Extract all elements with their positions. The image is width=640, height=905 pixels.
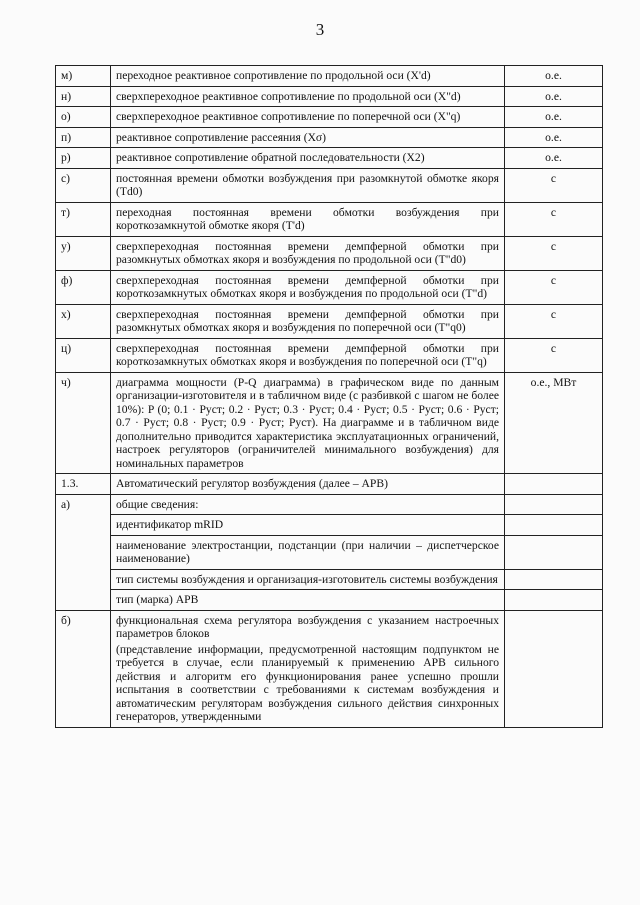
row-text: идентификатор mRID — [111, 515, 505, 536]
row-label: п) — [56, 127, 111, 148]
row-unit: о.е. — [505, 127, 603, 148]
row-unit: с — [505, 168, 603, 202]
row-unit: с — [505, 236, 603, 270]
table-row — [56, 304, 603, 338]
page-number: 3 — [315, 20, 325, 39]
row-text: постоянная времени обмотки возбуждения при разомкнутой обмотке якоря (Td0) — [111, 168, 505, 202]
row-text: сверхпереходная постоянная времени демпферной обмотки при короткозамкнутых обмотках якоря и возбуждения по поперечной оси (T"q) — [111, 338, 505, 372]
row-text: сверхпереходное реактивное сопротивление по продольной оси (X"d) — [111, 86, 505, 107]
row-unit: с — [505, 270, 603, 304]
row-label: ф) — [56, 270, 111, 304]
row-text: сверхпереходная постоянная времени демпферной обмотки при короткозамкнутых обмотках якоря и возбуждения по продольной оси (T"d) — [111, 270, 505, 304]
row-text: тип (марка) АРВ — [111, 590, 505, 611]
row-label: м) — [56, 66, 111, 87]
paragraph: (представление информации, предусмотренной настоящим подпунктом не требуется в случае, если планируемый к применению АРВ сильного действия и алгоритм его функционирования ранее успешно прошли испытания в соответствии с требованиями к системам возбуждения и автоматическим регуляторам возбуждения сильного действия синхронных генераторов, утвержденными — [116, 642, 499, 723]
table-row — [56, 107, 603, 128]
row-label: ч) — [56, 372, 111, 474]
row-text: наименование электростанции, подстанции (при наличии – диспетчерское наименование) — [111, 535, 505, 569]
table-row — [56, 372, 603, 474]
section-number: 1.3. — [56, 474, 111, 495]
row-label: т) — [56, 202, 111, 236]
table-row — [56, 590, 603, 611]
row-unit: с — [505, 338, 603, 372]
row-label: р) — [56, 148, 111, 169]
row-label: н) — [56, 86, 111, 107]
table-row — [56, 494, 603, 515]
empty-unit-cell — [505, 474, 603, 495]
row-text: реактивное сопротивление рассеяния (Xσ) — [111, 127, 505, 148]
paragraph: функциональная схема регулятора возбуждения с указанием настроечных параметров блоков — [116, 613, 499, 640]
table-row — [56, 338, 603, 372]
empty-unit-cell — [505, 590, 603, 611]
row-unit: о.е. — [505, 148, 603, 169]
table-row — [56, 569, 603, 590]
row-text: переходное реактивное сопротивление по продольной оси (X'd) — [111, 66, 505, 87]
empty-unit-cell — [505, 610, 603, 727]
table-row — [56, 535, 603, 569]
empty-unit-cell — [505, 494, 603, 515]
row-label: ц) — [56, 338, 111, 372]
row-unit: с — [505, 202, 603, 236]
row-label: у) — [56, 236, 111, 270]
empty-unit-cell — [505, 569, 603, 590]
row-text — [111, 610, 505, 727]
table-row — [56, 515, 603, 536]
empty-unit-cell — [505, 515, 603, 536]
row-label: о) — [56, 107, 111, 128]
row-text: реактивное сопротивление обратной последовательности (X2) — [111, 148, 505, 169]
parameters-table — [55, 65, 603, 728]
section-title: Автоматический регулятор возбуждения (далее – АРВ) — [111, 474, 505, 495]
table-row — [56, 127, 603, 148]
row-label: с) — [56, 168, 111, 202]
subsection-label-b: б) — [56, 610, 111, 727]
table-row — [56, 236, 603, 270]
row-unit: о.е. — [505, 66, 603, 87]
row-unit: с — [505, 304, 603, 338]
table-row — [56, 66, 603, 87]
table-row — [56, 610, 603, 727]
table-row — [56, 168, 603, 202]
row-unit: о.е. — [505, 86, 603, 107]
row-text: тип системы возбуждения и организация-изготовитель системы возбуждения — [111, 569, 505, 590]
row-text: переходная постоянная времени обмотки возбуждения при короткозамкнутой обмотке якоря (T'd) — [111, 202, 505, 236]
row-text: сверхпереходная постоянная времени демпферной обмотки при разомкнутых обмотках якоря и возбуждения по продольной оси (T"d0) — [111, 236, 505, 270]
row-text: сверхпереходное реактивное сопротивление по поперечной оси (X"q) — [111, 107, 505, 128]
row-text: общие сведения: — [111, 494, 505, 515]
row-unit: о.е. — [505, 107, 603, 128]
table-row — [56, 270, 603, 304]
row-text: сверхпереходная постоянная времени демпферной обмотки при разомкнутых обмотках якоря и возбуждения по поперечной оси (T"q0) — [111, 304, 505, 338]
row-label: х) — [56, 304, 111, 338]
table-row — [56, 148, 603, 169]
row-unit: о.е., МВт — [505, 372, 603, 474]
subsection-label-a: а) — [56, 494, 111, 610]
empty-unit-cell — [505, 535, 603, 569]
table-row — [56, 86, 603, 107]
section-row — [56, 474, 603, 495]
row-text: диаграмма мощности (P-Q диаграмма) в графическом виде по данным организации-изготовителя и в табличном виде (с разбивкой с шагом не более 10%): P (0; 0.1 · Руст; 0.2 · Руст; 0.3 · Руст; 0.4 · Руст; 0.5 · Руст; 0.6 · Руст; 0.7 · Руст; 0.8 · Руст; 0.9 · Руст; Руст). На диаграмме и в табличном виде дополнительно приводится характеристика эксплуатационных ограничений, настроек регуляторов (ограничителей минимального возбуждения) для номинальных параметров — [111, 372, 505, 474]
table-row — [56, 202, 603, 236]
